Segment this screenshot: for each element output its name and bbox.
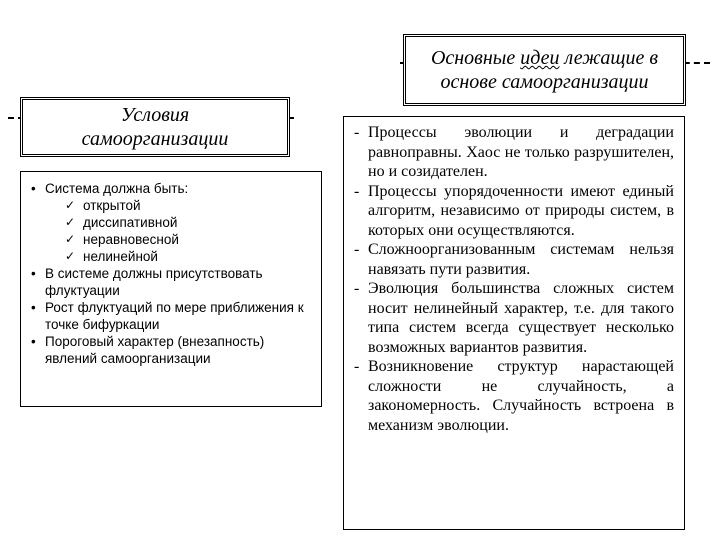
left-conditions-list xyxy=(21,172,321,367)
left-conditions-box xyxy=(20,171,322,407)
right-title-part: лежащие в xyxy=(559,47,659,69)
idea-item: - Возникновение структур нарастающей сложности не случайность, а закономерность. Случайность встроена в механизм эволюции. xyxy=(352,357,674,435)
system-intro-text: Система должна быть: xyxy=(45,181,189,196)
condition-item: ✓ диссипативной xyxy=(65,214,315,231)
right-title-box xyxy=(403,34,686,106)
list-item: • Рост флуктуаций по мере приближения к точке бифуркации xyxy=(31,299,315,333)
list-item: • Пороговый характер (внезапность) явлений самоорганизации xyxy=(31,333,315,367)
conditions-sublist xyxy=(45,197,315,265)
right-title-part: Основные xyxy=(430,47,521,69)
ideas-list xyxy=(344,117,684,435)
left-title-line1: Условия xyxy=(120,104,190,126)
idea-item: - Процессы эволюции и деградации равноправны. Хаос не только разрушителен, но и созидателен. xyxy=(352,123,674,182)
idea-item: - Сложноорганизованным системам нельзя навязать пути развития. xyxy=(352,240,674,279)
left-title-box xyxy=(20,97,290,157)
list-item-system-intro xyxy=(31,180,315,265)
condition-item: ✓ нелинейной xyxy=(65,248,315,265)
left-title-line2: самоорганизации xyxy=(81,128,229,150)
condition-item: ✓ неравновесной xyxy=(65,231,315,248)
condition-item: ✓ открытой xyxy=(65,197,315,214)
right-title-line2: основе самоорганизации xyxy=(440,71,649,93)
idea-item: - Эволюция большинства сложных систем носит нелинейный характер, т.е. для такого типа систем всегда существует несколько возможных вариантов развития. xyxy=(352,279,674,357)
list-item: • В системе должны присутствовать флуктуации xyxy=(31,265,315,299)
right-title-part-underlined: идеи xyxy=(520,47,560,69)
right-title-line1 xyxy=(431,46,658,70)
right-ideas-box xyxy=(343,116,685,530)
idea-item: - Процессы упорядоченности имеют единый алгоритм, независимо от природы систем, в которых они осуществляются. xyxy=(352,182,674,241)
